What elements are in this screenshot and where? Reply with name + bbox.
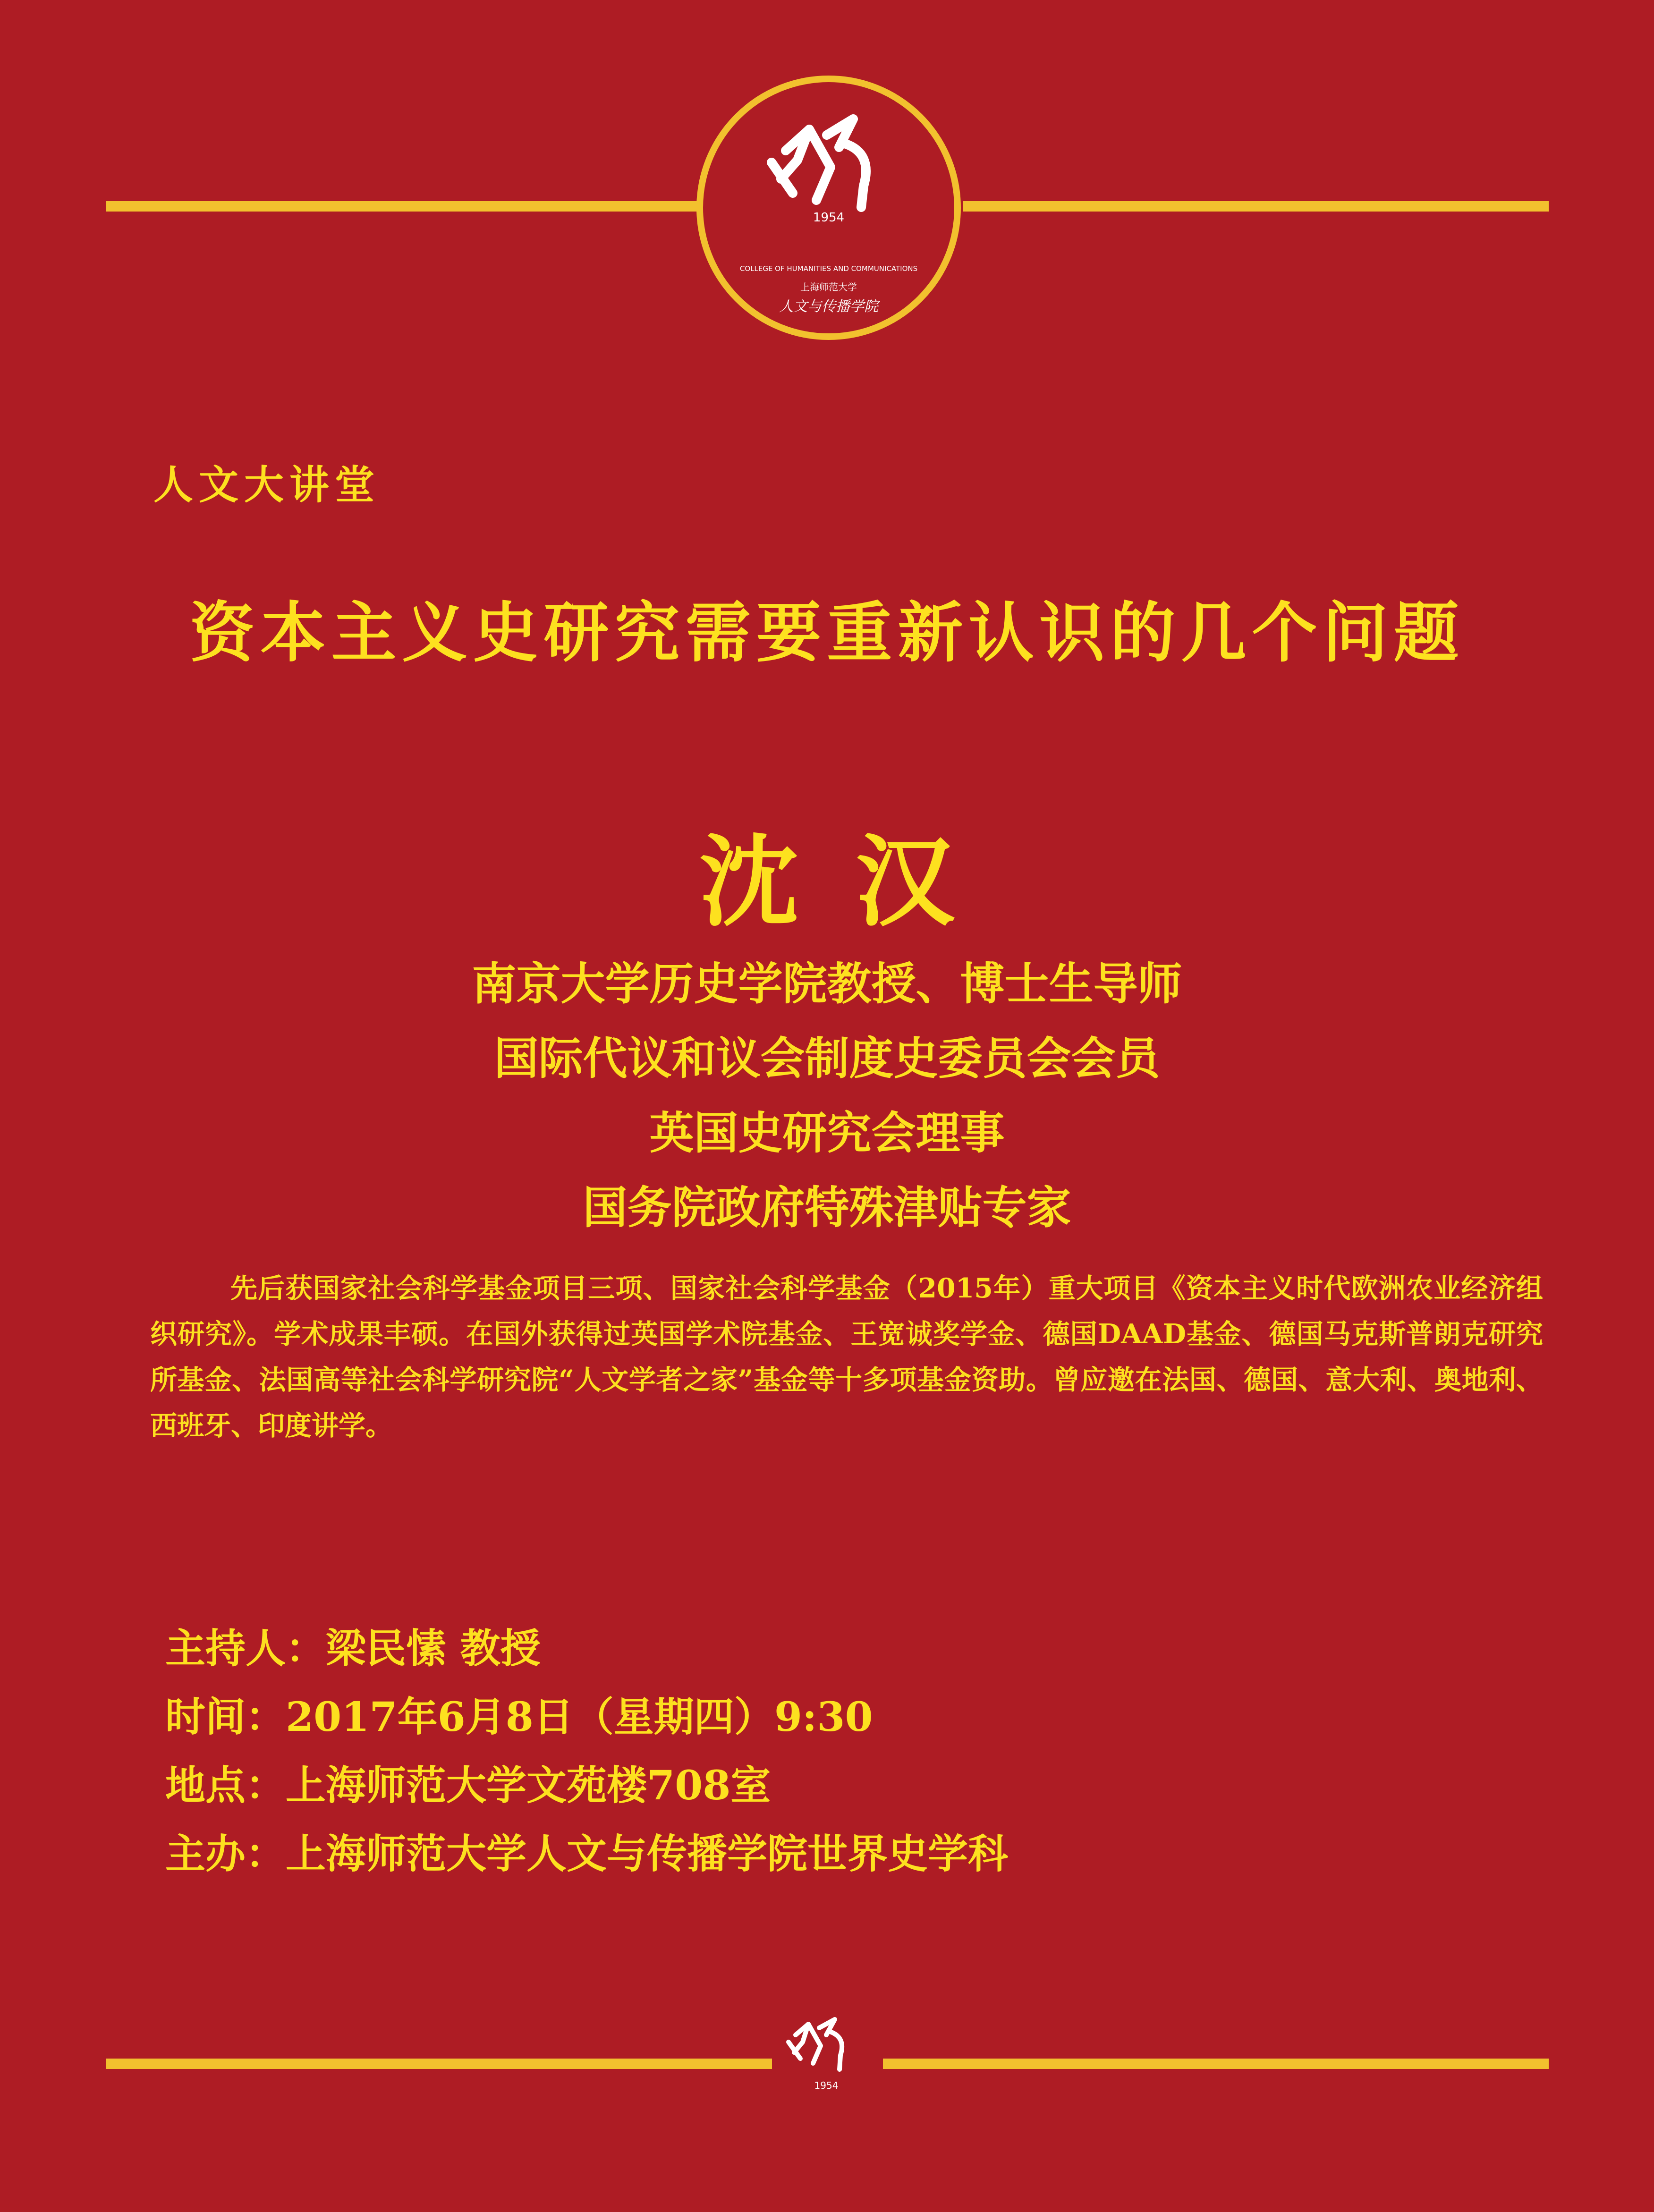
footer-emblem-icon [774,2009,878,2085]
bottom-rule-left [106,2059,772,2069]
credential-line: 英国史研究会理事 [649,1107,1005,1159]
time-line: 时间：2017年6月8日（星期四）9:30 [165,1694,873,1741]
top-rule-right [963,201,1549,212]
seal-college-name: 人文与传播学院 [779,298,878,315]
credential-line: 国务院政府特殊津贴专家 [583,1182,1071,1234]
speaker-credentials [0,947,1654,1245]
speaker-bio: 先后获国家社会科学基金项目三项、国家社会科学基金（2015年）重大项目《资本主义时代欧洲农业经济组织研究》。学术成果丰硕。在国外获得过英国学术院基金、王宽诚奖学金、德国DAAD基金、德国马克斯普朗克研究所基金、法国高等社会科学研究院“人文学者之家”基金等十多项基金资助。曾应邀在法国、德国、意大利、奥地利、西班牙、印度讲学。 [150,1272,1543,1441]
bottom-rule-right [883,2059,1549,2069]
seal-year: 1954 [813,211,845,225]
event-details [165,1615,1008,1889]
seal-university-name: 上海师范大学 [800,281,857,293]
organizer-line: 主办：上海师范大学人文与传播学院世界史学科 [165,1831,1009,1878]
top-rule-left [106,201,701,212]
speaker-name: 沈汉 [699,823,1011,940]
footer-logo-year: 1954 [814,2080,839,2091]
credential-line: 国际代议和议会制度史委员会会员 [494,1033,1160,1085]
series-name: 人文大讲堂 [153,461,381,508]
venue-line: 地点：上海师范大学文苑楼708室 [165,1762,771,1809]
lecture-title: 资本主义史研究需要重新认识的几个问题 [189,594,1465,671]
college-seal-logo [696,76,961,340]
credential-line: 南京大学历史学院教授、博士生导师 [472,958,1182,1010]
host-line: 主持人：梁民愫 教授 [165,1625,541,1672]
seal-english-name: COLLEGE OF HUMANITIES AND COMMUNICATIONS [739,264,918,273]
footer-logo [774,2009,878,2103]
